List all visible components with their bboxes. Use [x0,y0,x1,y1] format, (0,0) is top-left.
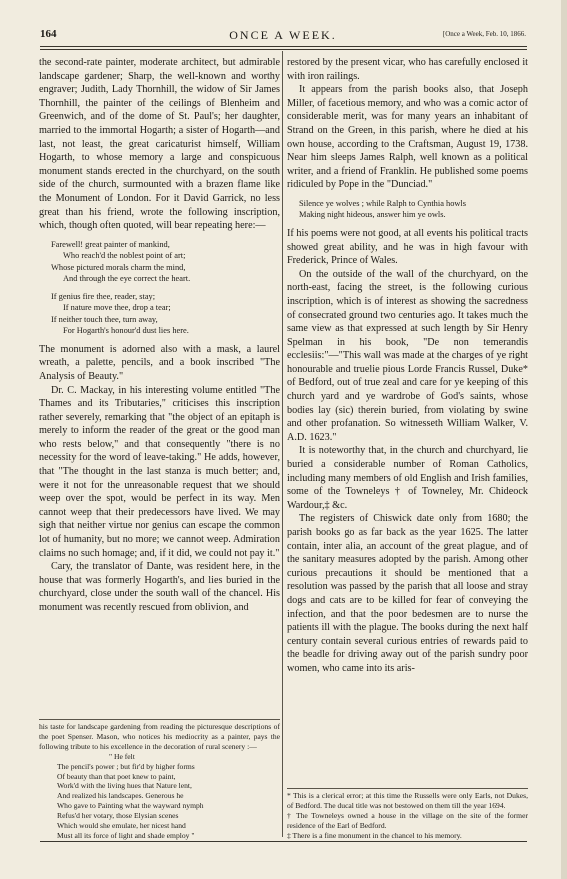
header-rule-thin [40,49,527,50]
footnote-verse-line: Work'd with the living hues that Nature lent, [57,781,192,791]
footnote: * This is a clerical error; at this time the Russells were only Earls, not Dukes, of Bedford. The ducal title was not bestowed on them till the year 1694. [287,791,528,810]
left-column [39,56,280,615]
footnote-verse-line: Which would she emulate, her nicest hand [57,821,186,831]
footnote: † The Towneleys owned a house in the village on the site of the former residence of the Earl of Bedford. [287,810,528,830]
footnote-verse-line: Refus'd her votary, those Elysian scenes [57,811,179,821]
garrick-epitaph [51,239,280,337]
left-footnote [39,722,280,841]
dunciad-couplet [299,198,528,221]
paragraph: On the outside of the wall of the churchyard, on the north-east, facing the street, is the following curious inscription, which is of interest as showing the sacredness of consecrated ground two centuries ago. It takes much the same view as that expressed at such length by Sir Henry Spelman in his book, "De non temerandis ecclesiis:"—"This wall was made at the charges of ye right honourable and truelie pious Lorde Francis Russel, Duke* of Bedford, out of true zeal and care for ye keeping of this church yard and ye wardrobe of God's saints, whose bodies lay (sic) therein buried, from violating by swine and other profanation. So witnesseth William Walker, V. A.D. 1623." [287,268,528,443]
verse-line: Making night hideous, answer him ye owls. [299,210,446,220]
verse-line: Whose pictured morals charm the mind, [51,262,186,272]
verse-line: If genius fire thee, reader, stay; [51,291,156,301]
paragraph: Dr. C. Mackay, in his interesting volume entitled "The Thames and its Tributaries," criticises this inscription rather severely, remarking that "the object of an epitaph is merely to inform the reader of the great or the good man who rests below," and that consequently "there is no necessity for the word of leave-taking." He adds, however, that "The thought in the last stanza is much better; and, were it not for the unreasonable request that we should weep over the spot, would be perfect in its way. Men cannot weep that their predecessors have lived. We may sigh that neither virtue nor genius can escape the common lot of humanity, but no more; we cannot weep. Admiration claims no such homage; and, if it did, we could not pay it." [39,384,280,559]
footnote-verse-line: Who gave to Painting what the wayward nymph [57,801,204,811]
page-number: 164 [40,28,57,40]
paragraph: It appears from the parish books also, that Joseph Miller, of facetious memory, and who was a comic actor of considerable merit, was for many years an inhabitant of Strand on the Green, in this parish, where he died at his own house, according to the Craftsman, August 19, 1738. Near him sleeps James Ralph, well known as a political writer, and a friend of Franklin. He published some poems ridiculed by Pope in the "Dunciad." [287,84,528,191]
paragraph: the second-rate painter, moderate architect, but admirable landscape gardener; Sharp, the well-known and worthy engraver; Judith, Lady Thornhill, the widow of Sir James Thornhill, the painter of the ceilings of Blenheim and Greenwich, and of the dome of St. Paul's; her daughter, married to the immortal Hogarth; a sister of Hogarth—and last, not least, the great caricaturist himself, William Hogarth, to whose memory a large and conspicuous monument stands erected in the churchyard, on the south side of the church, surmounted with a brazen flame like the Monument of London. For it David Garrick, no less great than his friend, wrote the following inscription, which, though often quoted, will bear repeating here:— [39,57,280,232]
running-header [40,28,526,46]
right-column [287,56,528,676]
header-date: [Once a Week, Feb. 10, 1866. [442,30,526,38]
footnote-rule [39,719,280,720]
verse-line: Farewell! great painter of mankind, [51,239,170,249]
paragraph: The registers of Chiswick date only from 1680; the parish books go as far back as the year 1625. The latter contain, inter alia, an account of the great plague, and of the sanitary measures adopted by the parish. Among other curious precautions it should be mentioned that a resolution was passed by the parish that all loose and stray dogs and cats are to be killed for fear of conveying the infection, and that the poor bedesmen are to nurse the patients ill with the plague. The books during the next half century contain several curious entries of rewards paid to the beadle for driving away out of the parish sundry poor women, who came into its aris- [287,513,528,674]
verse-line: Silence ye wolves ; while Ralph to Cynthia howls [299,198,467,208]
footnote: ‡ There is a fine monument in the chancel to his memory. [287,830,462,840]
verse-line: For Hogarth's honour'd dust lies here. [63,326,189,336]
footnote-verse-line: " He felt [109,751,135,761]
verse-line: And through the eye correct the heart. [63,274,191,284]
footnote-verse-line: Must all its force of light and shade employ " [57,830,195,840]
verse-line: If neither touch thee, turn away, [51,314,158,324]
footnote-verse-line: The pencil's power ; but fir'd by higher forms [57,761,195,771]
paragraph: It is noteworthy that, in the church and churchyard, lie buried a considerable number of Roman Catholics, including many members of old English and Irish families, some of the Towneleys † of Towneley, Mr. Chideock Wardour,‡ &c. [287,445,528,511]
right-footnotes [287,791,528,841]
publication-title: ONCE A WEEK. [229,28,337,42]
header-rule [40,46,527,47]
footnote-verse-line: And realized his landscapes. Generous he [57,791,184,801]
verse-line: If nature move thee, drop a tear; [63,303,171,313]
paragraph: If his poems were not good, at all events his political tracts showed great ability, and he was in high favour with Frederick, Prince of Wales. [287,227,528,267]
verse-line: Who reach'd the noblest point of art; [63,251,186,261]
bottom-rule [40,841,527,842]
footnote-rule [287,788,528,789]
paragraph: The monument is adorned also with a mask, a laurel wreath, a palette, pencils, and a book inscribed "The Analysis of Beauty." [39,343,280,382]
page-edge [561,0,567,879]
footnote-verse-line: Of beauty than that poet knew to paint, [57,771,176,781]
paragraph: restored by the present vicar, who has carefully enclosed it with iron railings. [287,57,528,82]
footnote-text: his taste for landscape gardening from reading the picturesque descriptions of the poet Spenser. Mason, who notices his mediocrity as a painter, pays the following tribute to his excellence in the decoration of rural scenery :— [39,722,280,751]
column-divider [282,51,283,837]
paragraph: Cary, the translator of Dante, was resident here, in the house that was formerly Hogarth's, and lies buried in the churchyard, close under the south wall of the chancel. His monument was recently rescued from oblivion, and [39,561,280,613]
